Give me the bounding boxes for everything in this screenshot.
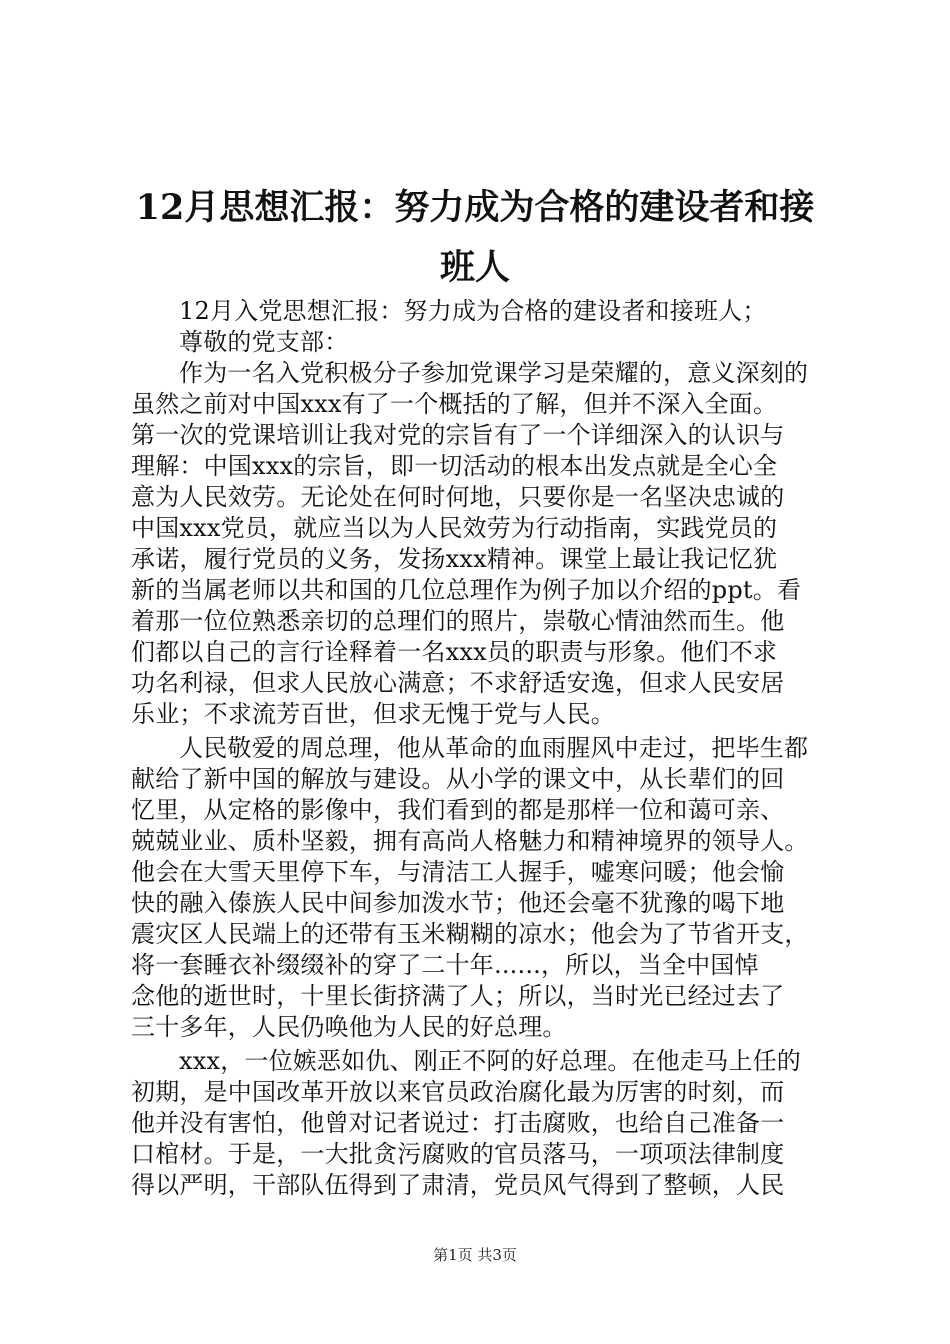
paragraph-3-line: 他并没有害怕，他曾对记者说过：打击腐败，也给自己准备一 <box>131 1109 785 1137</box>
paragraph-1-line: 中国xxx党员，就应当以为人民效劳为行动指南，实践党员的 <box>131 514 778 542</box>
salutation-line: 尊敬的党支部： <box>179 328 349 356</box>
paragraph-1-line: 乐业；不求流芳百世，但求无愧于党与人民。 <box>131 700 615 728</box>
paragraph-2-line: 将一套睡衣补缀缀补的穿了二十年......，所以，当全中国悼 <box>131 951 759 979</box>
paragraph-1-line: 理解：中国xxx的宗旨，即一切活动的根本出发点就是全心全 <box>131 452 778 480</box>
paragraph-1-line: 承诺，履行党员的义务，发扬xxx精神。课堂上最让我记忆犹 <box>131 545 778 573</box>
document-title-line2: 班人 <box>439 247 510 288</box>
paragraph-3-line: 口棺材。于是，一大批贪污腐败的官员落马，一项项法律制度 <box>131 1140 785 1168</box>
paragraph-1-line: 功名利禄，但求人民放心满意；不求舒适安逸，但求人民安居 <box>131 669 785 697</box>
paragraph-3-line: 初期，是中国改革开放以来官员政治腐化最为厉害的时刻，而 <box>131 1078 785 1106</box>
paragraph-1-line: 意为人民效劳。无论处在何时何地，只要你是一名坚决忠诚的 <box>131 483 785 511</box>
subtitle-line: 12月入党思想汇报：努力成为合格的建设者和接班人； <box>179 297 767 325</box>
paragraph-1-line: 第一次的党课培训让我对党的宗旨有了一个详细深入的认识与 <box>131 421 785 449</box>
paragraph-2-line: 念他的逝世时，十里长街挤满了人；所以，当时光已经过去了 <box>131 982 785 1010</box>
document-title-line1: 12月思想汇报：努力成为合格的建设者和接 <box>135 187 815 228</box>
paragraph-1-line: 们都以自己的言行诠释着一名xxx员的职责与形象。他们不求 <box>131 638 778 666</box>
paragraph-1-line: 新的当属老师以共和国的几位总理作为例子加以介绍的ppt。看 <box>131 576 802 604</box>
paragraph-1-line: 虽然之前对中国xxx有了一个概括的了解，但并不深入全面。 <box>131 390 778 418</box>
paragraph-3-line: xxx，一位嫉恶如仇、刚正不阿的好总理。在他走马上任的 <box>179 1047 802 1075</box>
paragraph-3-line: 得以严明，干部队伍得到了肃清，党员风气得到了整顿，人民 <box>131 1171 785 1199</box>
paragraph-2-line: 震灾区人民端上的还带有玉米糊糊的凉水；他会为了节省开支， <box>131 920 809 948</box>
paragraph-2-line: 人民敬爱的周总理，他从革命的血雨腥风中走过，把毕生都 <box>179 734 809 762</box>
paragraph-2-line: 忆里，从定格的影像中，我们看到的都是那样一位和蔼可亲、 <box>131 796 785 824</box>
paragraph-2-line: 献给了新中国的解放与建设。从小学的课文中，从长辈们的回 <box>131 765 785 793</box>
document-body <box>131 296 831 1201</box>
paragraph-2-line: 快的融入傣族人民中间参加泼水节；他还会毫不犹豫的喝下地 <box>131 889 785 917</box>
paragraph-2-line: 三十多年，人民仍唤他为人民的好总理。 <box>131 1013 567 1041</box>
paragraph-2-line: 兢兢业业、质朴坚毅，拥有高尚人格魅力和精神境界的领导人。 <box>131 827 809 855</box>
paragraph-1-line: 着那一位位熟悉亲切的总理们的照片，崇敬心情油然而生。他 <box>131 607 785 635</box>
paragraph-2-line: 他会在大雪天里停下车，与清洁工人握手，嘘寒问暖；他会愉 <box>131 858 785 886</box>
paragraph-1-line: 作为一名入党积极分子参加党课学习是荣耀的，意义深刻的 <box>179 359 809 387</box>
page-footer: 第1页 共3页 <box>433 1246 517 1264</box>
